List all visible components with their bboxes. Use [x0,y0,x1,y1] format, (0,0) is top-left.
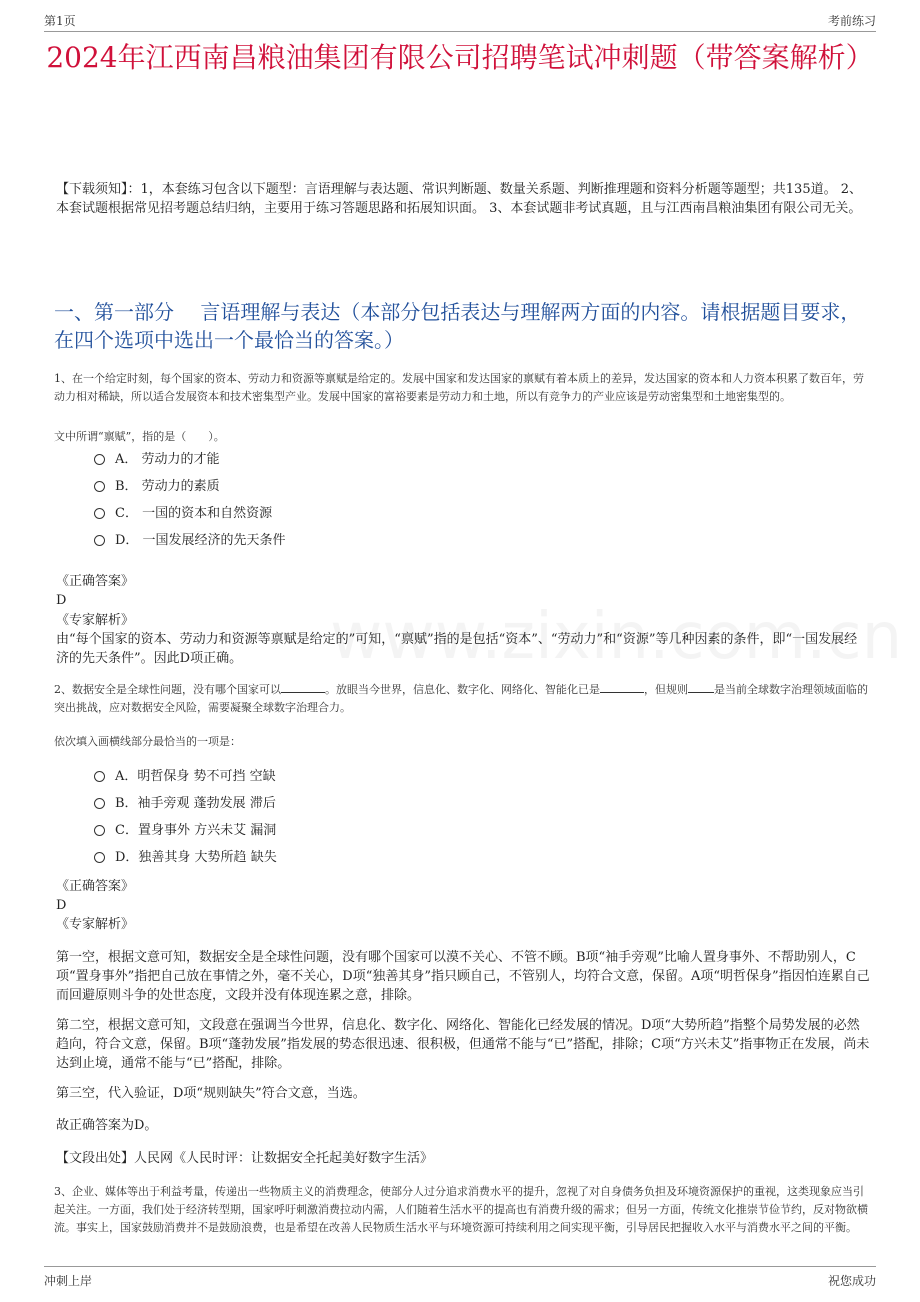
document-title: 2024年江西南昌粮油集团有限公司招聘笔试冲刺题（带答案解析） [46,41,874,74]
radio-icon[interactable] [94,798,105,809]
q1-option-c[interactable]: C． 一国的资本和自然资源 [94,504,272,524]
q2-option-c[interactable]: C．置身事外 方兴未艾 漏洞 [94,821,276,841]
q1-answer-label: 《正确答案》 [56,574,135,589]
q2-analysis-para-3: 第三空，代入验证，D项“规则缺失”符合文意，当选。 [56,1086,366,1101]
footer-divider [44,1266,876,1267]
section-title: 一、第一部分 言语理解与表达（本部分包括表达与理解两方面的内容。请根据题目要求，在四个选项中选出一个最恰当的答案。） [54,300,861,352]
q1-option-d[interactable]: D． 一国发展经济的先天条件 [94,531,286,551]
radio-icon[interactable] [94,771,105,782]
q2-analysis-para-2: 第二空，根据文意可知，文段意在强调当今世界，信息化、数字化、网络化、智能化已经发展的情况。D项“大势所趋”指整个局势发展的必然趋向，符合文意，保留。B项“蓬勃发展”指发展的势态很迅速、很积极，但通常不能与“已”搭配，排除；C项“方兴未艾”指事物正在发展，尚未达到止境，通常不能与“已”搭配，排除。 [56,1018,870,1071]
blank-2 [600,692,644,693]
radio-icon[interactable] [94,508,105,519]
blank-3 [688,692,714,693]
page-footer [44,1272,876,1289]
radio-icon[interactable] [94,852,105,863]
q3-stem: 3、企业、媒体等出于利益考量，传递出一些物质主义的消费理念，使部分人过分追求消费水平的提升，忽视了对自身债务负担及环境资源保护的重视，这类现象应当引起关注。一方面，我们处于经济转型期，国家呼吁刺激消费拉动内需，人们随着生活水平的提高也有消费升级的需求；但另一方面，传统文化推崇节俭节约，反对物欲横流。事实上，国家鼓励消费并不是鼓励浪费，也是希望在改善人民物质生活水平与环境资源可持续利用之间实现平衡，引导居民把握收入水平与消费水平之间的平衡。 [54,1185,868,1234]
q2-source: 【文段出处】人民网《人民时评：让数据安全托起美好数字生活》 [56,1151,434,1166]
q2-answer: D [56,898,67,913]
footer-right: 祝您成功 [827,1274,876,1288]
q1-analysis-label: 《专家解析》 [56,613,135,628]
q2-option-a[interactable]: A．明哲保身 势不可挡 空缺 [94,767,276,787]
q1-analysis: 由“每个国家的资本、劳动力和资源等禀赋是给定的”可知，“禀赋”指的是包括“资本”、“劳动力”和“资源”等几种因素的条件，即“一国发展经济的先天条件”。因此D项正确。 [56,632,858,666]
q1-option-b[interactable]: B． 劳动力的素质 [94,477,220,497]
download-notice: 【下载须知】：1，本套练习包含以下题型：言语理解与表达题、常识判断题、数量关系题、判断推理题和资料分析题等题型；共135道。 2、本套试题根据常见招考题总结归纳，主要用于练习答题思路和拓展知识面。 3、本套试题非考试真题，且与江西南昌粮油集团有限公司无关。 [56,182,862,216]
q1-option-a[interactable]: A． 劳动力的才能 [94,450,220,470]
footer-left: 冲刺上岸 [44,1274,93,1288]
radio-icon[interactable] [94,481,105,492]
radio-icon[interactable] [94,535,105,546]
q2-option-d[interactable]: D．独善其身 大势所趋 缺失 [94,848,277,868]
page-header [44,12,876,29]
header-label: 考前练习 [827,14,876,28]
radio-icon[interactable] [94,825,105,836]
q2-answer-label: 《正确答案》 [56,879,135,894]
q2-analysis-para-1: 第一空，根据文意可知，数据安全是全球性问题，没有哪个国家可以漠不关心、不管不顾。B项“袖手旁观”比喻人置身事外、不帮助别人，C项“置身事外”指把自己放在事情之外，毫不关心，D项“独善其身”指只顾自己，不管别人，均符合文意，保留。A项“明哲保身”指因怕连累自己而回避原则斗争的处世态度，文段并没有体现连累之意，排除。 [56,950,870,1003]
q2-analysis-para-4: 故正确答案为D。 [56,1118,158,1133]
q2-option-b[interactable]: B．袖手旁观 蓬勃发展 滞后 [94,794,276,814]
q2-question: 依次填入画横线部分最恰当的一项是： [54,735,241,748]
q1-answer: D [56,593,67,608]
q2-stem: 2、数据安全是全球性问题，没有哪个国家可以 。放眼当今世界，信息化、数字化、网络化、智能化已是 ，但规则 是当前全球数字治理领域面临的突出挑战，应对数据安全风险，需要凝聚全球数字治理合力。 [54,683,868,714]
radio-icon[interactable] [94,454,105,465]
header-divider [44,31,876,32]
q2-analysis-label: 《专家解析》 [56,917,135,932]
blank-1 [281,692,325,693]
page-number: 第1页 [44,14,76,28]
q1-question: 文中所谓“禀赋”，指的是（ ）。 [54,430,225,443]
q1-stem: 1、在一个给定时刻，每个国家的资本、劳动力和资源等禀赋是给定的。发展中国家和发达国家的禀赋有着本质上的差异，发达国家的资本和人力资本积累了数百年，劳动力相对稀缺，所以适合发展资本和技术密集型产业。发展中国家的富裕要素是劳动力和土地，所以有竞争力的产业应该是劳动密集型和土地密集型的。 [54,372,864,403]
